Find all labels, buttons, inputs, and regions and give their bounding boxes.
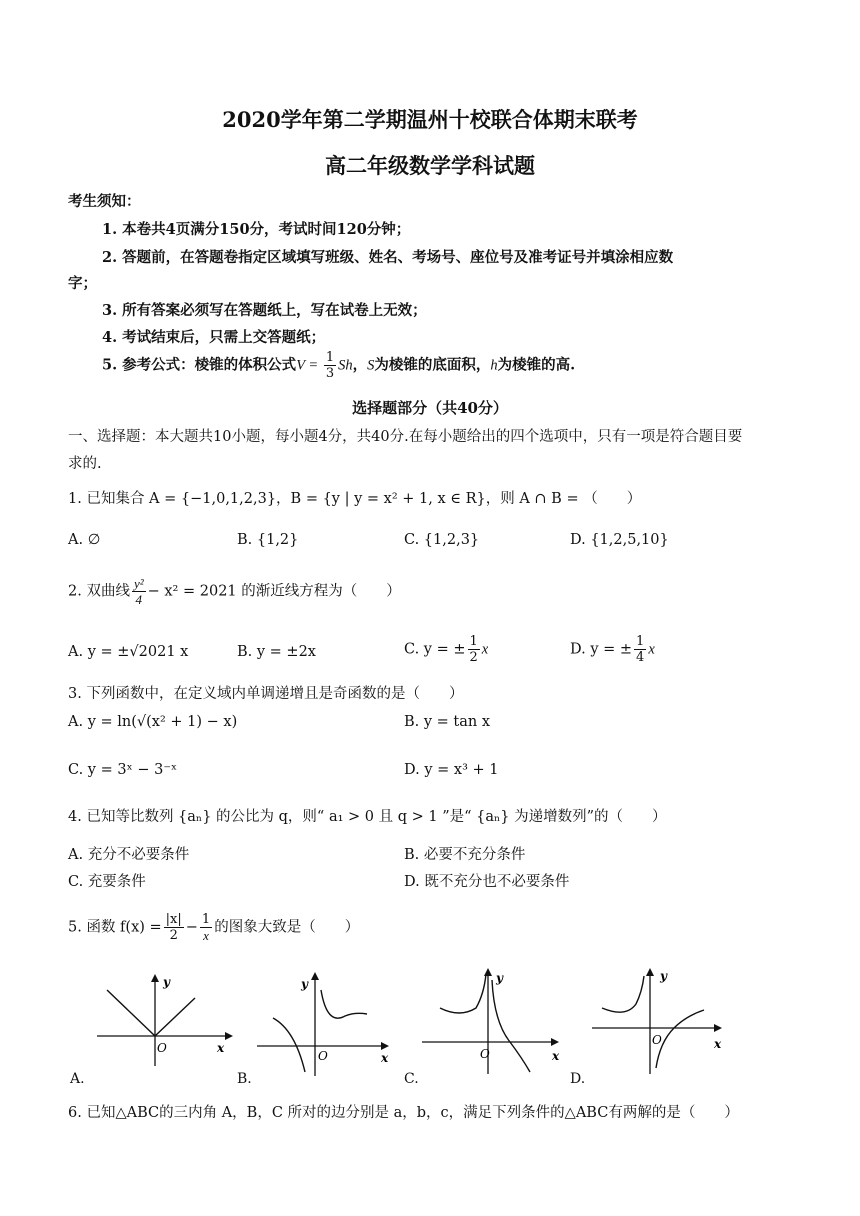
q2-option-a: A. y = ±√2021 x xyxy=(68,644,189,660)
graph-d-origin: O xyxy=(652,1033,662,1047)
section-intro: 一、选择题：本大题共10小题，每小题4分，共40分.在每小题给出的四个选项中，只有一项是符合题目要 xyxy=(68,429,743,445)
graph-a-x-label: x xyxy=(217,1041,225,1055)
graph-b-y-label: y xyxy=(301,977,308,991)
q2-d-num: 1 xyxy=(636,634,645,649)
notice-5 xyxy=(102,350,575,381)
q5-num2: 1 xyxy=(201,912,211,927)
section-title: 选择题部分（共40分） xyxy=(352,399,508,417)
q2-c-prefix: C. y = ± xyxy=(404,641,466,658)
q3-stem: 3. 下列函数中，在定义域内单调递增且是奇函数的是（ ） xyxy=(68,686,464,702)
exam-title: 2020学年第二学期温州十校联合体期末联考 xyxy=(222,107,638,132)
q5-suffix: 的图象大致是（ ） xyxy=(214,919,360,936)
q4-stem: 4. 已知等比数列 {aₙ} 的公比为 q，则“ a₁ > 0 且 q > 1 ”是“ {aₙ} 为递增数列”的（ ） xyxy=(68,809,667,825)
q1-option-a: A. ∅ xyxy=(68,532,101,548)
q2-c-den: 2 xyxy=(469,650,478,665)
q2-option-c xyxy=(404,634,488,665)
q2-c-var: x xyxy=(481,641,489,658)
q2-prefix: 2. 双曲线 xyxy=(68,583,130,600)
q5-frac1 xyxy=(164,912,184,943)
formula-den: 3 xyxy=(325,366,335,381)
q5-frac2 xyxy=(200,912,212,943)
graph-d-y-label: y xyxy=(660,969,667,983)
formula-num: 1 xyxy=(325,350,335,365)
q3-option-d: D. y = x³ + 1 xyxy=(404,762,499,778)
formula-rhs: Sh xyxy=(338,357,353,374)
graph-a-y-label: y xyxy=(163,975,170,989)
q5-option-a-label: A. xyxy=(70,1071,85,1087)
q1-option-d: D. {1,2,5,10} xyxy=(570,532,669,548)
q2-option-b: B. y = ±2x xyxy=(237,644,316,660)
notice-4: 4. 考试结束后，只需上交答题纸； xyxy=(102,329,326,346)
q5-graph-d xyxy=(590,962,735,1077)
notice-heading: 考生须知： xyxy=(68,193,141,210)
notice-3: 3. 所有答案必须写在答题纸上，写在试卷上无效； xyxy=(102,302,427,319)
q5-graph-c xyxy=(420,962,565,1077)
graph-b-x-label: x xyxy=(381,1051,389,1065)
q2-den: 4 xyxy=(135,592,143,607)
q4-option-b: B. 必要不充分条件 xyxy=(404,847,526,863)
exam-subtitle: 高二年级数学学科试题 xyxy=(325,153,535,178)
notice-5-mid: ， xyxy=(352,356,368,374)
section-intro-cont: 求的. xyxy=(68,456,102,472)
q2-fraction xyxy=(132,576,146,607)
q2-c-frac xyxy=(468,634,480,665)
notice-2-cont: 字； xyxy=(68,275,97,292)
q5-option-d-label: D. xyxy=(570,1071,586,1087)
q5-graph-b xyxy=(255,968,395,1078)
q2-d-frac xyxy=(634,634,646,665)
q2-num: y² xyxy=(133,576,144,591)
graph-d-x-label: x xyxy=(714,1037,722,1051)
q2-d-var: x xyxy=(648,641,655,658)
notice-2: 2. 答题前，在答题卷指定区域填写班级、姓名、考场号、座位号及准考证号并填涂相应数 xyxy=(102,249,674,266)
q4-option-d: D. 既不充分也不必要条件 xyxy=(404,874,570,890)
q5-prefix: 5. 函数 f(x) = xyxy=(68,919,162,936)
graph-b-origin: O xyxy=(318,1049,328,1063)
q3-option-b: B. y = tan x xyxy=(404,714,491,730)
q5-graph-a xyxy=(95,968,240,1068)
h-text: 为棱锥的高. xyxy=(497,356,576,374)
q5-stem xyxy=(68,912,359,943)
q5-num1: |x| xyxy=(165,912,182,927)
notice-5-prefix: 5. 参考公式：棱锥的体积公式 xyxy=(102,356,297,374)
q2-suffix: − x² = 2021 的渐近线方程为（ ） xyxy=(147,583,401,600)
formula-fraction xyxy=(324,350,336,381)
q4-option-c: C. 充要条件 xyxy=(68,874,146,890)
q3-option-a: A. y = ln(√(x² + 1) − x) xyxy=(68,714,238,730)
q2-d-prefix: D. y = ± xyxy=(570,641,633,658)
formula-lhs: V = xyxy=(296,357,322,374)
h-var: h xyxy=(490,357,498,374)
q5-option-c-label: C. xyxy=(404,1071,419,1087)
q1-option-b: B. {1,2} xyxy=(237,532,299,548)
q5-den1: 2 xyxy=(169,928,178,943)
graph-c-origin: O xyxy=(480,1047,490,1061)
q6-stem: 6. 已知△ABC的三内角 A，B，C 所对的边分别是 a，b，c，满足下列条件的△ABC有两解的是（ ） xyxy=(68,1105,739,1121)
s-text: 为棱锥的底面积， xyxy=(374,356,491,374)
q2-stem xyxy=(68,576,401,607)
q2-option-d xyxy=(570,634,655,665)
q5-den2: x xyxy=(203,928,209,943)
q2-c-num: 1 xyxy=(469,634,478,649)
q4-option-a: A. 充分不必要条件 xyxy=(68,847,190,863)
q1-stem: 1. 已知集合 A = {−1,0,1,2,3}，B = {y | y = x² + 1, x ∈ R}，则 A ∩ B = （ ） xyxy=(68,491,642,507)
q1-option-c: C. {1,2,3} xyxy=(404,532,480,548)
q3-option-c: C. y = 3ˣ − 3⁻ˣ xyxy=(68,762,178,778)
q5-minus: − xyxy=(185,919,198,936)
graph-c-y-label: y xyxy=(496,971,503,985)
q2-d-den: 4 xyxy=(636,650,645,665)
graph-c-x-label: x xyxy=(552,1049,560,1063)
s-var: S xyxy=(367,357,375,374)
graph-a-origin: O xyxy=(157,1041,167,1055)
notice-1: 1. 本卷共4页满分150分，考试时间120分钟； xyxy=(102,221,411,238)
q5-option-b-label: B. xyxy=(237,1071,252,1087)
